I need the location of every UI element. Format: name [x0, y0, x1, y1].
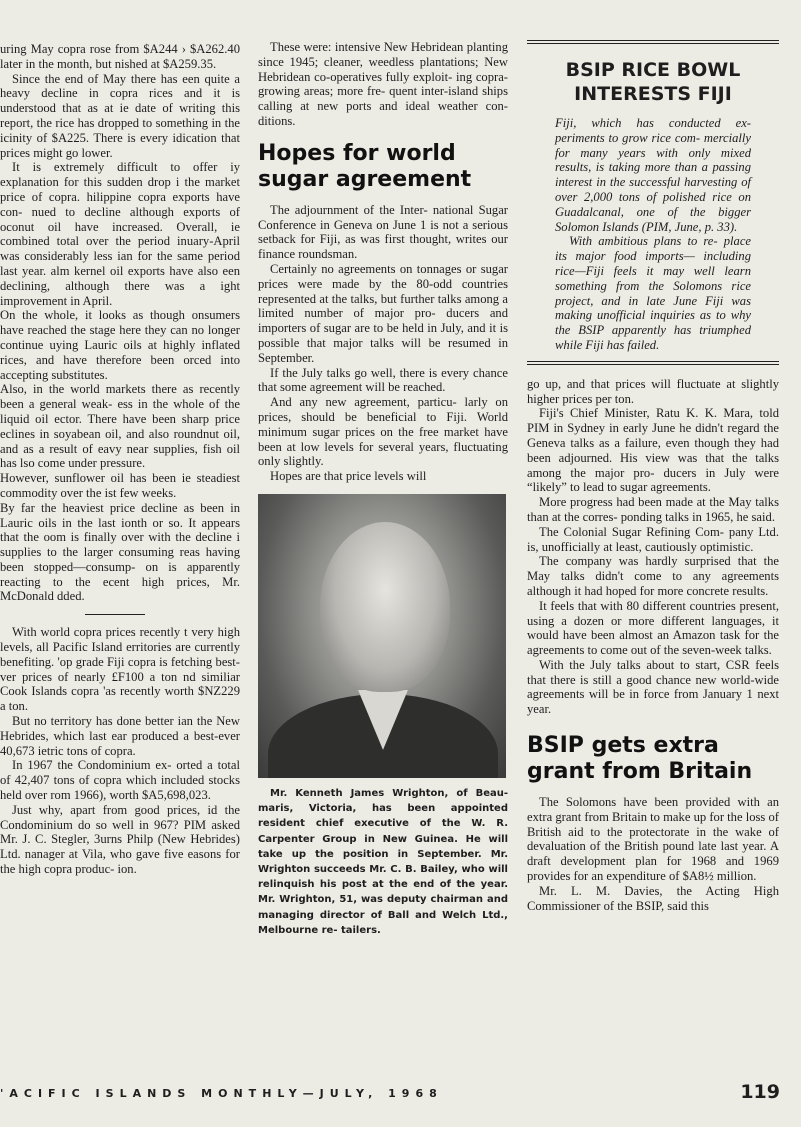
paragraph: With world copra prices recently t very high levels, all Pacific Island erritories are currently benefiting. 'op grade Fiji copra is fetching best- ver prices of nearly £F100 a ton nd similiar Cook Islands copra 'as recently worth $NZ229 a ton.	[0, 625, 240, 714]
photo-caption: Mr. Kenneth James Wrighton, of Beau- maris, Victoria, has been appointed resident chief executive of the W. R. Carpenter Group in New Guinea. He will take up the position in September. Mr. Wrighton succeeds Mr. C. B. Bailey, who will relinquish his post at the end of the year. Mr. Wrighton, 51, was deputy chairman and managing director of Ball and Welch Ltd., Melbourne re- tailers.	[258, 787, 508, 936]
rice-bowl-box	[527, 40, 779, 365]
paragraph: The Solomons have been provided with an extra grant from Britain to make up for the loss of British aid to the protectorate in the wake of devaluation of the British pound late last year. A draft development plan for 1968 and 1969 provides for an expenditure of $A8½ million.	[527, 795, 779, 884]
paragraph: And any new agreement, particu- larly on prices, should be beneficial to Fiji. World minimum sugar prices on the free market have been at low levels for several years, fluctuating only slightly.	[258, 395, 508, 469]
publication-footer: 'ACIFIC ISLANDS MONTHLY—JULY, 1968	[0, 1087, 443, 1100]
paragraph: But no territory has done better ian the New Hebrides, which last ear produced a best-ever 40,673 ietric tons of copra.	[0, 714, 240, 758]
paragraph: Hopes are that price levels will	[270, 469, 427, 484]
photo-head	[320, 522, 450, 692]
paragraph: In 1967 the Condominium ex- orted a total of 42,407 tons of copra which included stocks held over rom 1966), worth $A5,698,023.	[0, 758, 240, 803]
paragraph: The company was hardly surprised that the May talks didn't come to any agreements although it had hoped for more concrete results.	[527, 554, 779, 598]
paragraph: If the July talks go well, there is every chance that some agreement will be reached.	[258, 365, 508, 395]
paragraph: Fiji's Chief Minister, Ratu K. K. Mara, told PIM in Sydney in early June he didn't regard the Geneva talks as a failure, even though they had been adjourned. His view was that the talks among the major pro- ducers in July were “likely” to lead to sugar agreements.	[527, 406, 779, 495]
portrait-photo	[258, 494, 506, 778]
paragraph: Just why, apart from good prices, id the Condominium do so well in 967? PIM asked Mr. J. C. Stegler, 3urns Philp (New Hebrides) Ltd. nanager at Vila, who gave five easons for the high copra produc- ion.	[0, 802, 240, 877]
paragraph: The adjournment of the Inter- national Sugar Conference in Geneva on June 1 is not a serious setback for Fiji, as was first thought, writes our finance roundsman.	[258, 202, 508, 262]
page-footer	[0, 1081, 790, 1109]
paragraph: With the July talks about to start, CSR feels that there is still a good chance new world-wide agreements will be in force from January 1 next year.	[527, 657, 779, 717]
paragraph: These were: intensive New Hebridean planting since 1945; cleaner, weedless plantations; New Hebridean co-operatives fully exploit- ing copra-growing areas; more fre- quent inter-island ships calling at new ports and ideal weather con- ditions.	[258, 40, 508, 128]
paragraph: Certainly no agreements on tonnages or sugar prices were made by the 80-odd countries represented at the talks, but further talks among a limited number of major pro- ducers and importers of sugar are to be held in July, and it is possible that major talks will be resumed in September.	[258, 261, 508, 365]
paragraph: uring May copra rose from $A244 › $A262.40 later in the month, but nished at $A259.35.	[0, 42, 240, 71]
paragraph: It feels that with 80 different countries present, using a dozen or more different languages, it would have been almost an Amazon task for the agreements to come out of the seven-week talks.	[527, 598, 779, 658]
section-divider	[85, 614, 145, 615]
paragraph: Also, in the world markets there as recently been a general weak- ess in the whole of the liquid oil ector. There have been sharp price eclines in soyabean oil, and also roundnut oil, and as a result of eavy near supplies, fish oil has lso come under pressure.	[0, 382, 240, 471]
box-body	[527, 116, 779, 353]
paragraph: Fiji, which has conducted ex- periments to grow rice com- mercially for many years with only mixed results, is taking more than a passing interest in the successful harvesting of over 2,000 tons of polished rice on Guadalcanal, one of the bigger Solomon Islands (PIM, June, p. 33).	[555, 116, 751, 234]
paragraph: go up, and that prices will fluctuate at slightly higher prices per ton.	[527, 376, 779, 406]
paragraph: With ambitious plans to re- place its major food imports— including rice—Fiji feels it may well learn something from the Solomons rice project, and in late June Fiji was making unofficial inquiries as to why the BSIP apparently has triumphed while Fiji has failed.	[555, 234, 751, 352]
paragraph: More progress had been made at the May talks than at the corres- ponding talks in 1965, he said.	[527, 495, 779, 524]
box-title: BSIP RICE BOWL INTERESTS FIJI	[565, 59, 741, 105]
left-column	[0, 42, 240, 877]
paragraph: It is extremely difficult to offer iy explanation for this sudden drop i the market price of copra. hilippine copra exports have con- nued to decline although exports of oconut oil have increased. Overall, ie combined total over the period inuary-April was considerably less ian for the same period last year. alm kernel oil exports have also een declining, although there was a ight improvement in April.	[0, 160, 240, 308]
right-column	[527, 40, 779, 913]
paragraph: The Colonial Sugar Refining Com- pany Ltd. is, unofficially at least, cautiously optimistic.	[527, 524, 779, 554]
paragraph: On the whole, it looks as though onsumers have reached the stage here they can no longer continue uying Lauric oils at highly inflated rices, and have therefore been orced into accepting substitutes.	[0, 308, 240, 382]
paragraph: However, sunflower oil has been ie steadiest commodity over the ist few weeks.	[0, 471, 240, 500]
paragraph: Since the end of May there has een quite a heavy decline in copra rices and it is understood that as at ie date of writing this report, the rice has dropped to something in the icinity of $A225. There is every idication that prices might go lower.	[0, 71, 240, 160]
middle-column	[258, 40, 508, 938]
paragraph: By far the heaviest price decline as been in Lauric oils in the last ionth or so. It appears that the oom is finally over with the decline i supplies to the larger consuming reas having been stopped—consump- on is apparently reacting to the ecent high prices, Mr. McDonald dded.	[0, 500, 240, 604]
page-number: 119	[740, 1081, 780, 1103]
headline-bsip-grant: BSIP gets extra grant from Britain	[527, 733, 753, 785]
headline-sugar: Hopes for world sugar agreement	[258, 140, 472, 192]
paragraph: Mr. L. M. Davies, the Acting High Commissioner of the BSIP, said this	[527, 883, 779, 913]
